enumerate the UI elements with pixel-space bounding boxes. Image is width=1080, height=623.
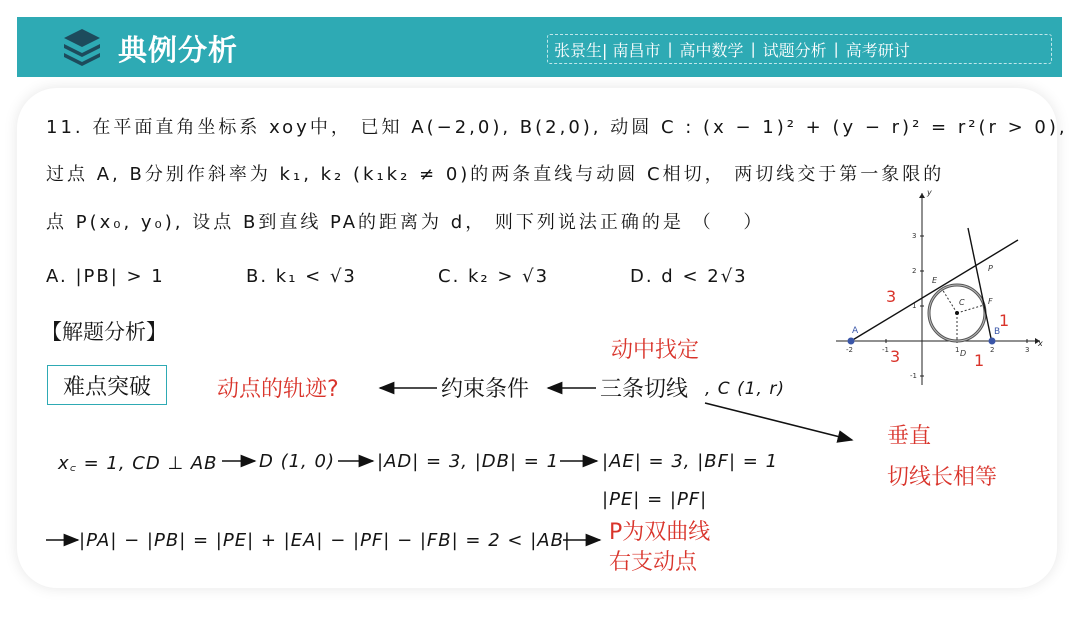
svg-text:D: D [960, 349, 967, 358]
svg-text:2: 2 [990, 346, 995, 354]
axis-y-label: y [927, 188, 932, 197]
three-tangents-label: 三条切线 [600, 377, 689, 402]
svg-text:C: C [959, 298, 965, 307]
note-center: 动中找定 [611, 338, 700, 363]
question-line-1: 11. 在平面直角坐标系 xoy中， 已知 A(−2,0), B(2,0), 动圆 C : (x − 1)² + (y − r)² = r²(r > 0), [46, 117, 1068, 138]
point-b [989, 338, 996, 345]
svg-text:P: P [988, 264, 993, 273]
derivation-3: |PA| − |PB| = |PE| + |EA| − |PF| − |FB| = 2 < |AB| [79, 530, 571, 551]
tag-exam: 高考研讨 [845, 40, 910, 60]
option-b: B. k₁ < √3 [246, 266, 357, 287]
svg-text:F: F [988, 297, 993, 306]
breadcrumb-tags: 张景生| 南昌市 | 高中数学 | 试题分析 | 高考研讨 [547, 34, 1052, 64]
svg-text:-1: -1 [910, 372, 917, 380]
svg-text:A: A [852, 326, 859, 336]
derivation-1d: |AE| = 3, |BF| = 1 [602, 451, 779, 472]
question-line-2: 过点 A, B分别作斜率为 k₁, k₂ (k₁k₂ ≠ 0)的两条直线与动圆 C相切， 两切线交于第一象限的 [46, 164, 945, 185]
svg-text:1: 1 [955, 346, 960, 354]
point-c [955, 311, 959, 315]
svg-text:1: 1 [912, 302, 917, 310]
analysis-heading: 【解题分析】 [41, 320, 167, 344]
page-title: 典例分析 [118, 33, 239, 67]
axis-x-label: x [1038, 339, 1043, 348]
tag-subject: 高中数学 [679, 40, 744, 60]
red-label-1-right: 1 [999, 311, 1010, 330]
derivation-1a: x꜀ = 1, CD ⊥ AB [58, 453, 218, 474]
note-hyperbola-1: P为双曲线 [609, 520, 711, 545]
tag-analysis: 试题分析 [762, 40, 827, 60]
tangent-line-pa [851, 240, 1018, 341]
svg-text:E: E [932, 276, 938, 285]
svg-text:2: 2 [912, 267, 917, 275]
note-locus: 动点的轨迹? [217, 377, 339, 402]
coordinate-graph [836, 188, 1043, 385]
svg-text:-1: -1 [882, 346, 889, 354]
option-c: C. k₂ > √3 [438, 266, 550, 287]
c-point-label: , C (1, r) [705, 379, 785, 399]
note-hyperbola-2: 右支动点 [609, 550, 698, 575]
svg-text:3: 3 [1025, 346, 1030, 354]
svg-text:B: B [994, 327, 1001, 337]
svg-text:3: 3 [912, 232, 917, 240]
derivation-1c: |AD| = 3, |DB| = 1 [377, 451, 560, 472]
red-label-3-lower: 3 [890, 347, 901, 366]
derivation-1b: D (1, 0) [259, 451, 335, 472]
tag-author: 张景生| 南昌市 [554, 40, 661, 60]
constraint-label: 约束条件 [441, 377, 530, 402]
point-a [848, 338, 855, 345]
question-line-3: 点 P(x₀, y₀), 设点 B到直线 PA的距离为 d， 则下列说法正确的是 （ ） [46, 212, 765, 233]
difficulty-box: 难点突破 [47, 365, 167, 405]
red-label-3-upper: 3 [886, 287, 897, 306]
note-equal-tangent: 切线长相等 [887, 465, 998, 490]
arrow-to-perpendicular [705, 403, 852, 440]
option-d: D. d < 2√3 [630, 266, 748, 287]
tangent-line-pb [968, 228, 992, 343]
note-perpendicular: 垂直 [887, 424, 932, 449]
option-a: A. |PB| > 1 [46, 266, 165, 287]
derivation-2: |PE| = |PF| [602, 489, 708, 510]
svg-text:-2: -2 [846, 346, 853, 354]
red-label-1-lower: 1 [974, 351, 985, 370]
